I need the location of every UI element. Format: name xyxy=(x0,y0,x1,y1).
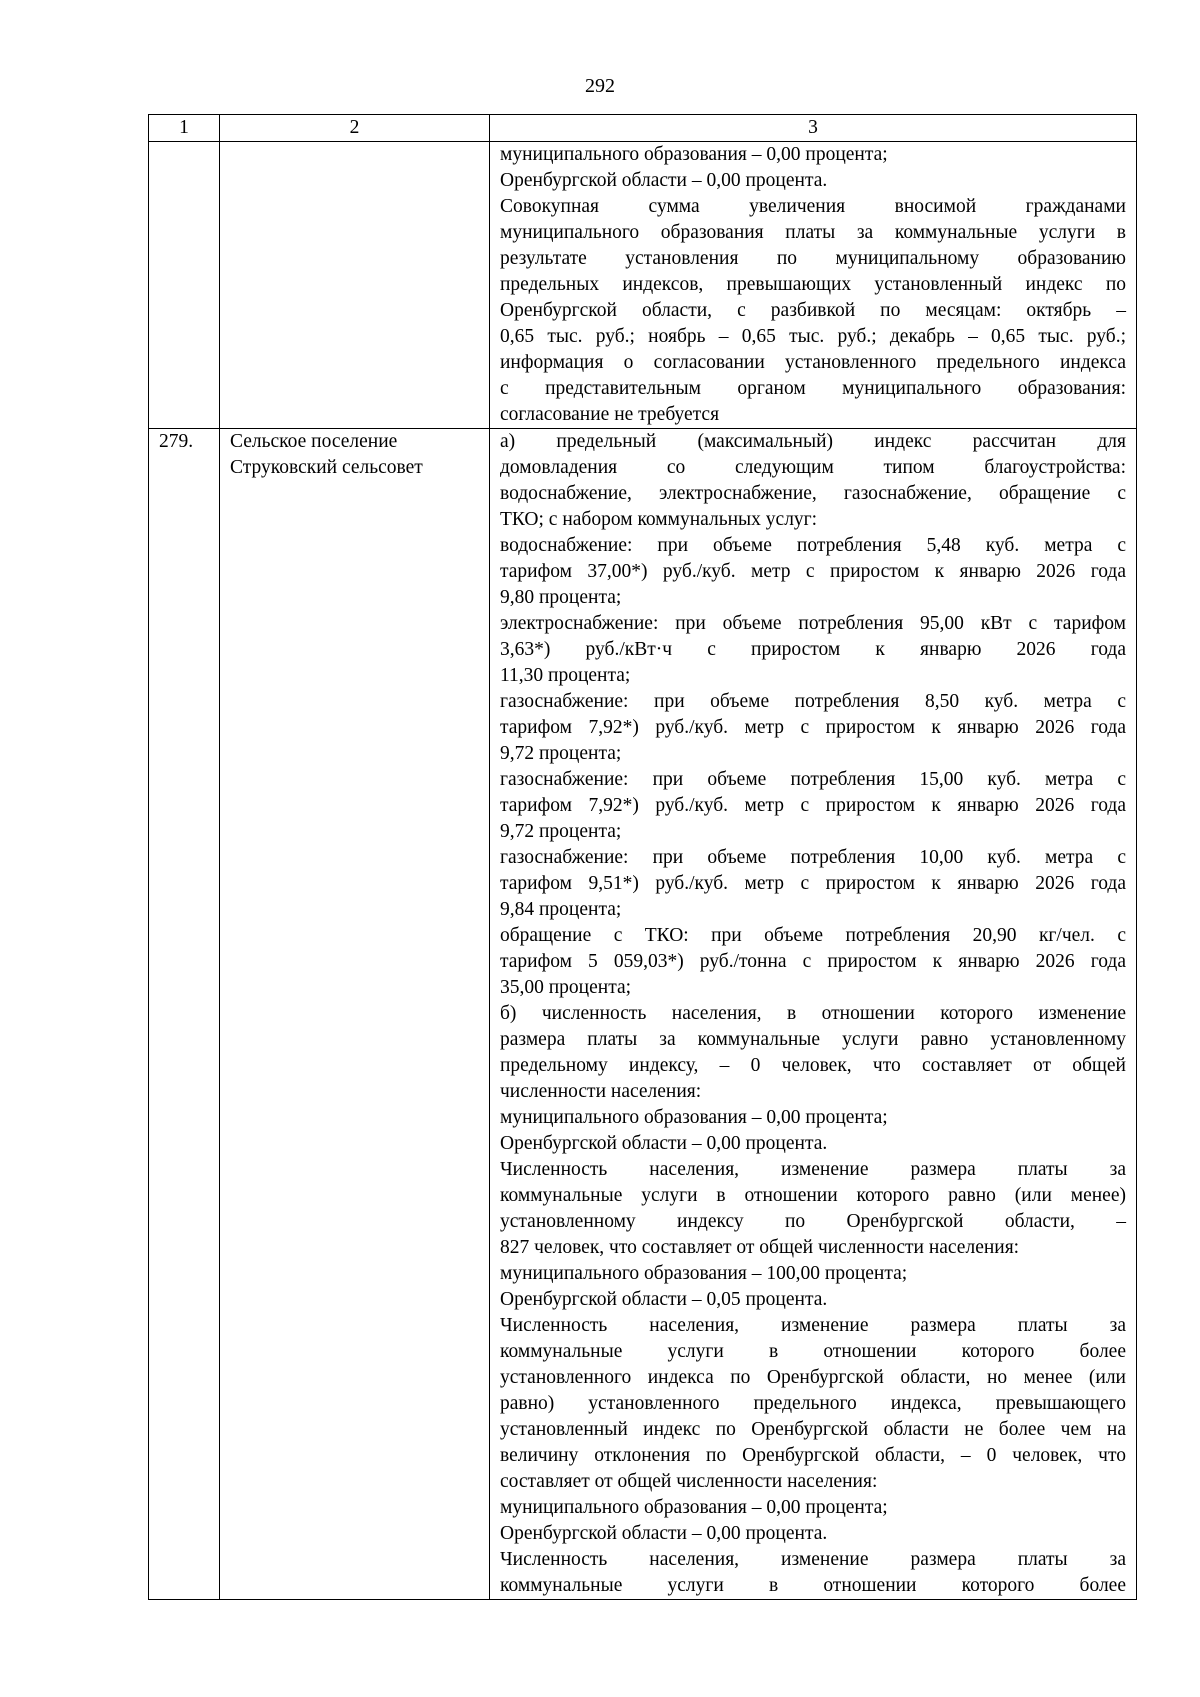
table-row-279 xyxy=(149,429,1137,1600)
text-line: Оренбургской области – 0,05 процента. xyxy=(500,1289,828,1310)
text-line: муниципального образования – 100,00 процента; xyxy=(500,1263,908,1284)
text-line: ТКО; с набором коммунальных услуг: xyxy=(500,509,818,530)
column-header-2: 2 xyxy=(220,115,490,142)
text-line: обращение с ТКО: при объеме потребления 20,90 кг/чел. с xyxy=(500,925,1126,946)
text-line: установленный индекс по Оренбургской области не более чем на xyxy=(500,1419,1126,1440)
text-line: коммунальные услуги в отношении которого равно (или менее) xyxy=(500,1185,1126,1206)
text-line: 9,80 процента; xyxy=(500,587,622,608)
text-line: 9,72 процента; xyxy=(500,743,622,764)
text-line: а) предельный (максимальный) индекс рассчитан для xyxy=(500,431,1126,452)
municipality-name-line: Сельское поселение xyxy=(230,431,398,452)
text-line: результате установления по муниципальному образованию xyxy=(500,248,1126,269)
text-line: муниципального образования – 0,00 процента; xyxy=(500,1107,888,1128)
text-line: 35,00 процента; xyxy=(500,977,632,998)
column-header-3: 3 xyxy=(490,115,1137,142)
text-line: электроснабжение: при объеме потребления 95,00 кВт с тарифом xyxy=(500,613,1126,634)
row-number-cell xyxy=(149,142,220,429)
text-line: муниципального образования – 0,00 процента; xyxy=(500,1497,888,1518)
text-line: Совокупная сумма увеличения вносимой гражданами xyxy=(500,196,1126,217)
row-description-cell xyxy=(490,429,1137,1600)
page-number: 292 xyxy=(585,75,615,97)
text-line: коммунальные услуги в отношении которого более xyxy=(500,1575,1126,1596)
text-line: газоснабжение: при объеме потребления 10,00 куб. метра с xyxy=(500,847,1126,868)
text-line: газоснабжение: при объеме потребления 8,50 куб. метра с xyxy=(500,691,1126,712)
row-number-cell: 279. xyxy=(149,429,220,1600)
text-line: составляет от общей численности населения: xyxy=(500,1471,878,1492)
municipal-index-table xyxy=(148,114,1137,1600)
text-line: тарифом 9,51*) руб./куб. метр с приростом к январю 2026 года xyxy=(500,873,1126,894)
municipality-name-line: Струковский сельсовет xyxy=(230,457,423,478)
text-line: Оренбургской области – 0,00 процента. xyxy=(500,170,828,191)
text-line: Оренбургской области, с разбивкой по месяцам: октябрь – xyxy=(500,300,1126,321)
text-line: муниципального образования – 0,00 процента; xyxy=(500,144,888,165)
text-line: равно) установленного предельного индекса, превышающего xyxy=(500,1393,1126,1414)
text-line: с представительным органом муниципального образования: xyxy=(500,378,1126,399)
municipality-name-cell xyxy=(220,142,490,429)
table-row-continuation xyxy=(149,142,1137,429)
text-line: водоснабжение, электроснабжение, газоснабжение, обращение с xyxy=(500,483,1126,504)
text-line: коммунальные услуги в отношении которого более xyxy=(500,1341,1126,1362)
text-line: согласование не требуется xyxy=(500,404,720,425)
text-line: информация о согласовании установленного предельного индекса xyxy=(500,352,1126,373)
text-line: б) численность населения, в отношении которого изменение xyxy=(500,1003,1126,1024)
text-line: водоснабжение: при объеме потребления 5,48 куб. метра с xyxy=(500,535,1126,556)
row-description-cell xyxy=(490,142,1137,429)
text-line: Оренбургской области – 0,00 процента. xyxy=(500,1133,828,1154)
text-line: 11,30 процента; xyxy=(500,665,631,686)
text-line: 827 человек, что составляет от общей численности населения: xyxy=(500,1237,1020,1258)
text-line: установленного индекса по Оренбургской области, но менее (или xyxy=(500,1367,1126,1388)
text-line: Оренбургской области – 0,00 процента. xyxy=(500,1523,828,1544)
text-line: Численность населения, изменение размера платы за xyxy=(500,1159,1126,1180)
text-line: величину отклонения по Оренбургской области, – 0 человек, что xyxy=(500,1445,1126,1466)
text-line: 9,72 процента; xyxy=(500,821,622,842)
table-header-row xyxy=(149,115,1137,142)
text-line: 0,65 тыс. руб.; ноябрь – 0,65 тыс. руб.; декабрь – 0,65 тыс. руб.; xyxy=(500,326,1126,347)
text-line: Численность населения, изменение размера платы за xyxy=(500,1549,1126,1570)
text-line: тарифом 7,92*) руб./куб. метр с приростом к январю 2026 года xyxy=(500,717,1126,738)
text-line: 3,63*) руб./кВт·ч с приростом к январю 2026 года xyxy=(500,639,1126,660)
text-line: тарифом 7,92*) руб./куб. метр с приростом к январю 2026 года xyxy=(500,795,1126,816)
text-line: тарифом 5 059,03*) руб./тонна с приростом к январю 2026 года xyxy=(500,951,1126,972)
text-line: предельных индексов, превышающих установленный индекс по xyxy=(500,274,1126,295)
text-line: газоснабжение: при объеме потребления 15,00 куб. метра с xyxy=(500,769,1126,790)
text-line: численности населения: xyxy=(500,1081,702,1102)
text-line: 9,84 процента; xyxy=(500,899,622,920)
text-line: размера платы за коммунальные услуги равно установленному xyxy=(500,1029,1126,1050)
text-line: тарифом 37,00*) руб./куб. метр с приростом к январю 2026 года xyxy=(500,561,1126,582)
text-line: муниципального образования платы за коммунальные услуги в xyxy=(500,222,1126,243)
municipality-name-cell xyxy=(220,429,490,1600)
column-header-1: 1 xyxy=(149,115,220,142)
text-line: установленному индексу по Оренбургской области, – xyxy=(500,1211,1126,1232)
text-line: Численность населения, изменение размера платы за xyxy=(500,1315,1126,1336)
text-line: предельному индексу, – 0 человек, что составляет от общей xyxy=(500,1055,1126,1076)
text-line: домовладения со следующим типом благоустройства: xyxy=(500,457,1126,478)
